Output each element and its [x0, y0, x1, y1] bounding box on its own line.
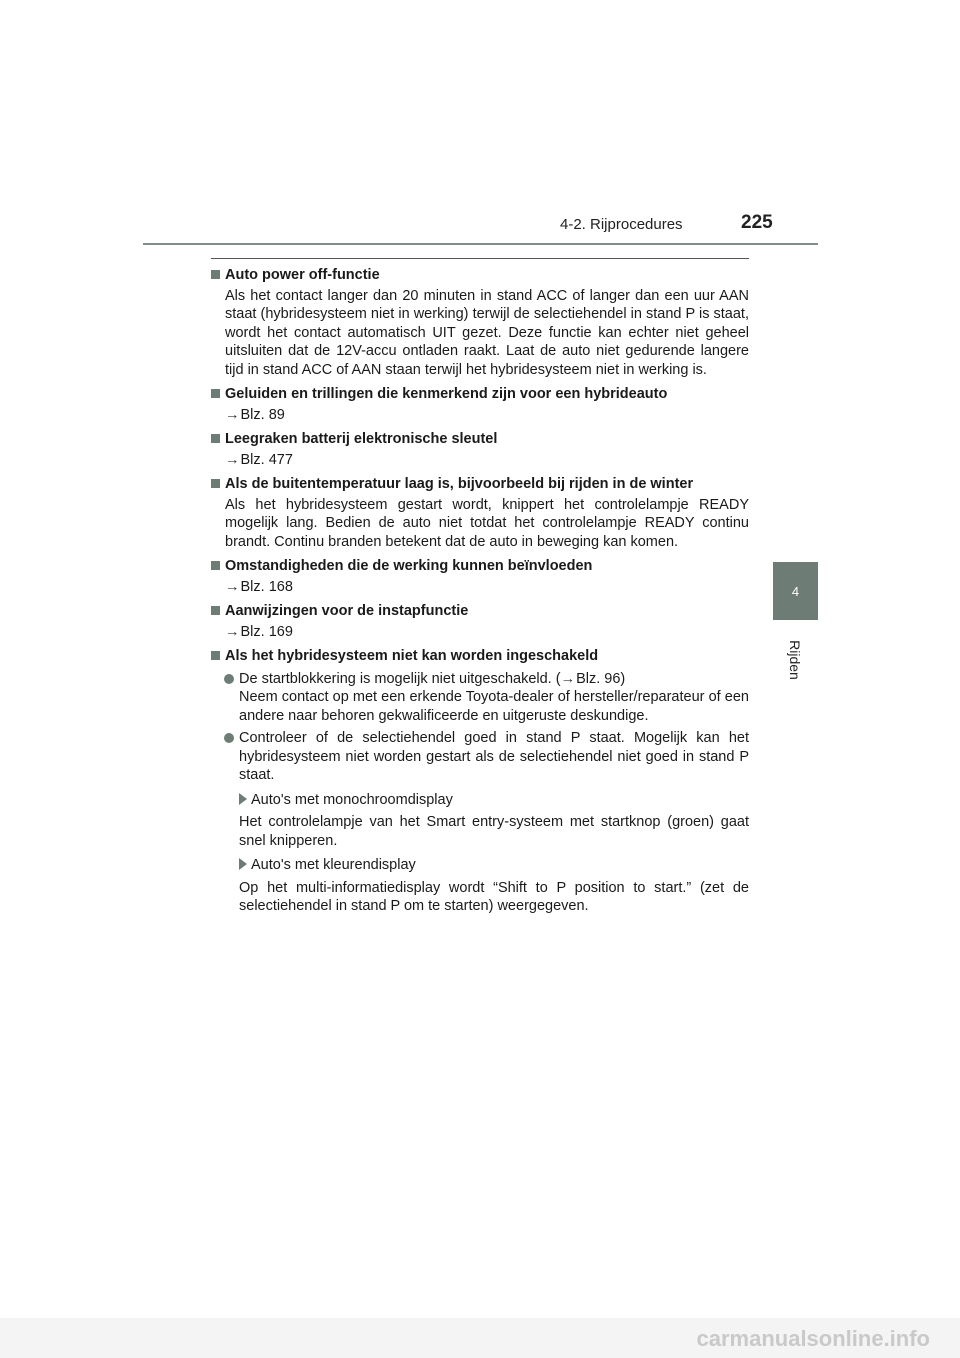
chapter-number: 4: [791, 583, 800, 599]
arrow-right-icon: →: [225, 578, 240, 595]
page-reference: [211, 623, 749, 642]
bullet-text: Controleer of de selectiehendel goed in stand P staat. Mogelijk kan het hybridesysteem niet worden gestart als de selectiehendel niet goed in stand P staat.: [239, 730, 749, 783]
page-ref-text: Blz. 96): [576, 670, 626, 687]
page-content: [211, 266, 749, 922]
page-ref-text: Blz. 169: [240, 623, 293, 640]
sub-heading: [211, 791, 749, 810]
arrow-right-icon: →: [560, 670, 576, 687]
section-hybrid-not-starting: [211, 647, 749, 916]
section-key-battery: [211, 430, 749, 469]
chapter-label: Rijden: [786, 640, 803, 680]
content-divider: [211, 258, 749, 259]
page-ref-text: Blz. 89: [240, 406, 285, 423]
bullet-item: [211, 729, 749, 785]
section-heading: Als het hybridesysteem niet kan worden ingeschakeld: [211, 647, 749, 666]
section-heading: Als de buitentemperatuur laag is, bijvoorbeeld bij rijden in de winter: [211, 475, 749, 494]
page-ref-text: Blz. 168: [240, 578, 293, 595]
page-reference: [211, 578, 749, 597]
chapter-tab: [773, 562, 818, 620]
section-conditions: [211, 557, 749, 596]
section-heading: Aanwijzingen voor de instapfunctie: [211, 602, 749, 621]
arrow-right-icon: →: [225, 623, 240, 640]
sub-heading: [211, 856, 749, 875]
section-heading: Auto power off-functie: [211, 266, 749, 285]
sub-body: Op het multi-informatiedisplay wordt “Shift to P position to start.” (zet de selectiehendel in stand P om te starten) weergegeven.: [239, 879, 749, 914]
header-divider: [143, 243, 818, 245]
bullet-text: De startblokkering is mogelijk niet uitgeschakeld. (: [239, 670, 561, 687]
watermark-text[interactable]: carmanualsonline.info: [696, 1326, 930, 1351]
section-entry-function: [211, 602, 749, 641]
page-reference: [211, 451, 749, 470]
section-heading: Leegraken batterij elektronische sleutel: [211, 430, 749, 449]
chapter-label-container: [770, 635, 820, 685]
section-body: Als het contact langer dan 20 minuten in stand ACC of langer dan een uur AAN staat (hybridesysteem niet in werking) terwijl de selectiehendel in stand P is staat, wordt het contact automatisch UIT gezet. Deze functie kan echter niet geheel uitsluiten dat de 12V-accu ontladen raakt. Laat de auto niet gedurende langere tijd in stand ACC of AAN staan terwijl het hybridesysteem niet in werking is.: [225, 287, 749, 378]
section-auto-power-off: [211, 266, 749, 379]
page-reference: [211, 406, 749, 425]
page-number: 225: [741, 212, 773, 233]
section-heading: Omstandigheden die de werking kunnen beïnvloeden: [211, 557, 749, 576]
section-sounds-vibrations: [211, 385, 749, 424]
page-ref-text: Blz. 477: [240, 451, 293, 468]
arrow-right-icon: →: [225, 451, 240, 468]
bullet-dot-icon: [224, 674, 234, 684]
triangle-right-icon: [239, 858, 247, 870]
bullet-text-continued: Neem contact op met een erkende Toyota-dealer of hersteller/reparateur of een andere naar behoren gekwalificeerde en uitgeruste deskundige.: [239, 689, 749, 724]
sub-heading-text: Auto's met monochroomdisplay: [251, 791, 453, 808]
sub-heading-text: Auto's met kleurendisplay: [251, 857, 416, 873]
watermark-bar: [0, 1318, 960, 1358]
arrow-right-icon: →: [225, 406, 240, 423]
bullet-item: [211, 670, 749, 726]
running-header-section: 4-2. Rijprocedures: [560, 216, 683, 233]
triangle-right-icon: [239, 793, 247, 805]
section-body: Als het hybridesysteem gestart wordt, knippert het controlelampje READY mogelijk lang. Bedien de auto niet totdat het controlelampje READY continu brandt. Continu branden betekent dat de auto in beweging kan komen.: [225, 496, 749, 550]
bullet-dot-icon: [224, 733, 234, 743]
section-heading: Geluiden en trillingen die kenmerkend zijn voor een hybrideauto: [211, 385, 749, 404]
section-low-temperature: [211, 475, 749, 551]
sub-body: Het controlelampje van het Smart entry-systeem met startknop (groen) gaat snel knipperen.: [239, 814, 749, 849]
